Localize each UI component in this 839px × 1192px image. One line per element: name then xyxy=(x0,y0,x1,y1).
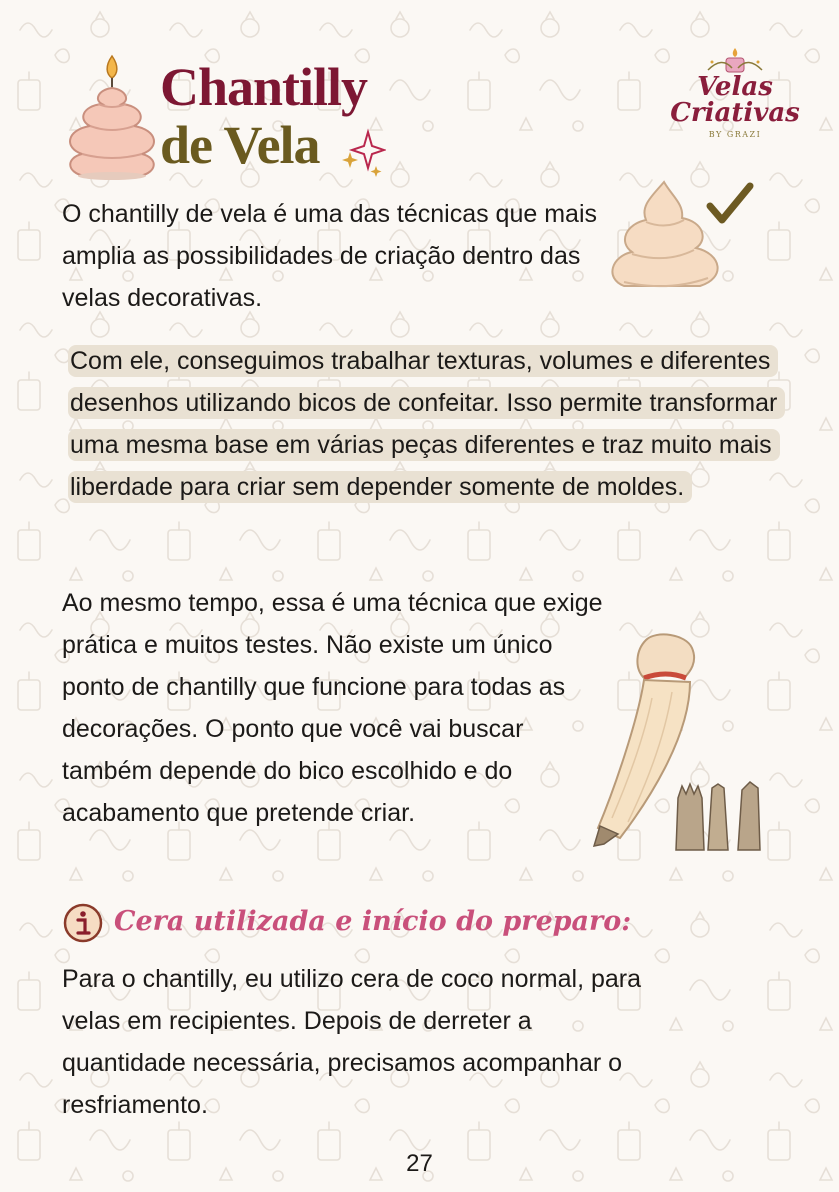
brand-logo xyxy=(668,42,802,154)
page-title xyxy=(160,58,367,174)
section-title: Cera utilizada e início do preparo: xyxy=(114,906,632,937)
piping-bag-icon xyxy=(592,628,782,858)
cream-swirl-icon xyxy=(606,172,758,306)
logo-text-line-1: Velas xyxy=(697,72,773,102)
candle-swirl-icon xyxy=(62,52,162,180)
page-number: 27 xyxy=(406,1150,433,1177)
logo-text-line-2: Criativas xyxy=(670,98,800,128)
logo-byline: BY GRAZI xyxy=(708,130,762,139)
check-icon xyxy=(710,186,750,220)
piping-tip-icon xyxy=(676,782,760,850)
title-line-2: de Vela xyxy=(160,115,320,175)
highlight-text: Com ele, conseguimos trabalhar texturas, volumes e diferentes desenhos utilizando bicos de confeitar. Isso permite transformar uma mesma base em várias peças diferentes e traz muito mais liberdade para criar sem depender somente de moldes. xyxy=(68,345,785,503)
sparkle-icon xyxy=(340,128,386,178)
wax-paragraph: Para o chantilly, eu utilizo cera de coco normal, para velas em recipientes. Depois de derreter a quantidade necessária, precisamos acompanhar o resfriamento. xyxy=(62,965,642,1119)
info-icon xyxy=(62,902,104,944)
intro-paragraph: O chantilly de vela é uma das técnicas que mais amplia as possibilidades de criação dentro das velas decorativas. xyxy=(62,200,597,312)
title-line-1: Chantilly xyxy=(160,57,368,117)
highlight-paragraph xyxy=(56,340,788,508)
practice-paragraph: Ao mesmo tempo, essa é uma técnica que exige prática e muitos testes. Não existe um único ponto de chantilly que funcione para todas as decorações. O ponto que você vai buscar também depende do bico escolhido e do acabamento que pretende criar. xyxy=(62,589,603,827)
